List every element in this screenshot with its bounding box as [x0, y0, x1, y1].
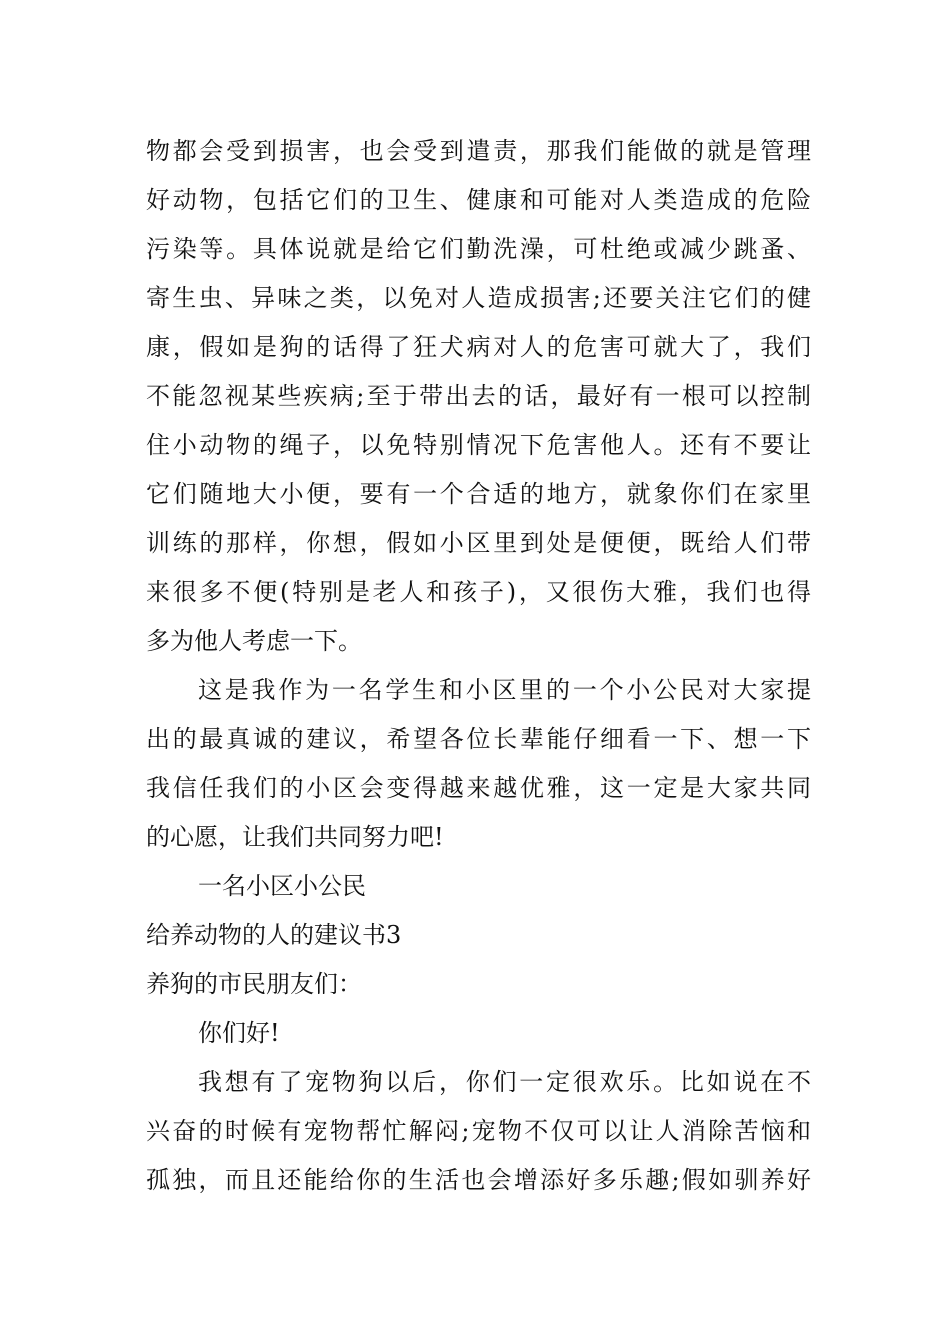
signature-line: 一名小区小公民: [198, 872, 366, 900]
paragraph-first-line: 我想有了宠物狗以后，你们一定很欢乐。比如说在不: [198, 1068, 811, 1096]
text-line: 不能忽视某些疾病;至于带出去的话，最好有一根可以控制: [146, 382, 811, 410]
text-line: 出的最真诚的建议，希望各位长辈能仔细看一下、想一下: [146, 725, 811, 753]
text-line: 它们随地大小便，要有一个合适的地方，就象你们在家里: [146, 480, 811, 508]
text-line: 的心愿，让我们共同努力吧!: [146, 823, 444, 851]
text-line: 多为他人考虑一下。: [146, 627, 362, 655]
greeting: 你们好!: [198, 1019, 280, 1047]
salutation: 养狗的市民朋友们：: [146, 970, 362, 998]
text-line: 寄生虫、异味之类，以免对人造成损害;还要关注它们的健: [146, 284, 811, 312]
text-line: 住小动物的绳子，以免特别情况下危害他人。还有不要让: [146, 431, 811, 459]
text-line: 物都会受到损害，也会受到遣责，那我们能做的就是管理: [146, 137, 811, 165]
document-body: [146, 127, 811, 1205]
paragraph-first-line: 这是我作为一名学生和小区里的一个小公民对大家提: [198, 676, 811, 704]
text-line: 孤独，而且还能给你的生活也会增添好多乐趣;假如驯养好: [146, 1166, 811, 1194]
section-title: 给养动物的人的建议书3: [146, 921, 402, 949]
text-line: 兴奋的时候有宠物帮忙解闷;宠物不仅可以让人消除苦恼和: [146, 1117, 811, 1145]
text-line: 污染等。具体说就是给它们勤洗澡，可杜绝或减少跳蚤、: [146, 235, 811, 263]
text-line: 训练的那样，你想，假如小区里到处是便便，既给人们带: [146, 529, 811, 557]
text-line: 来很多不便(特别是老人和孩子)，又很伤大雅，我们也得: [146, 578, 811, 606]
text-line: 康，假如是狗的话得了狂犬病对人的危害可就大了，我们: [146, 333, 811, 361]
text-line: 我信任我们的小区会变得越来越优雅，这一定是大家共同: [146, 774, 811, 802]
text-line: 好动物，包括它们的卫生、健康和可能对人类造成的危险: [146, 186, 811, 214]
